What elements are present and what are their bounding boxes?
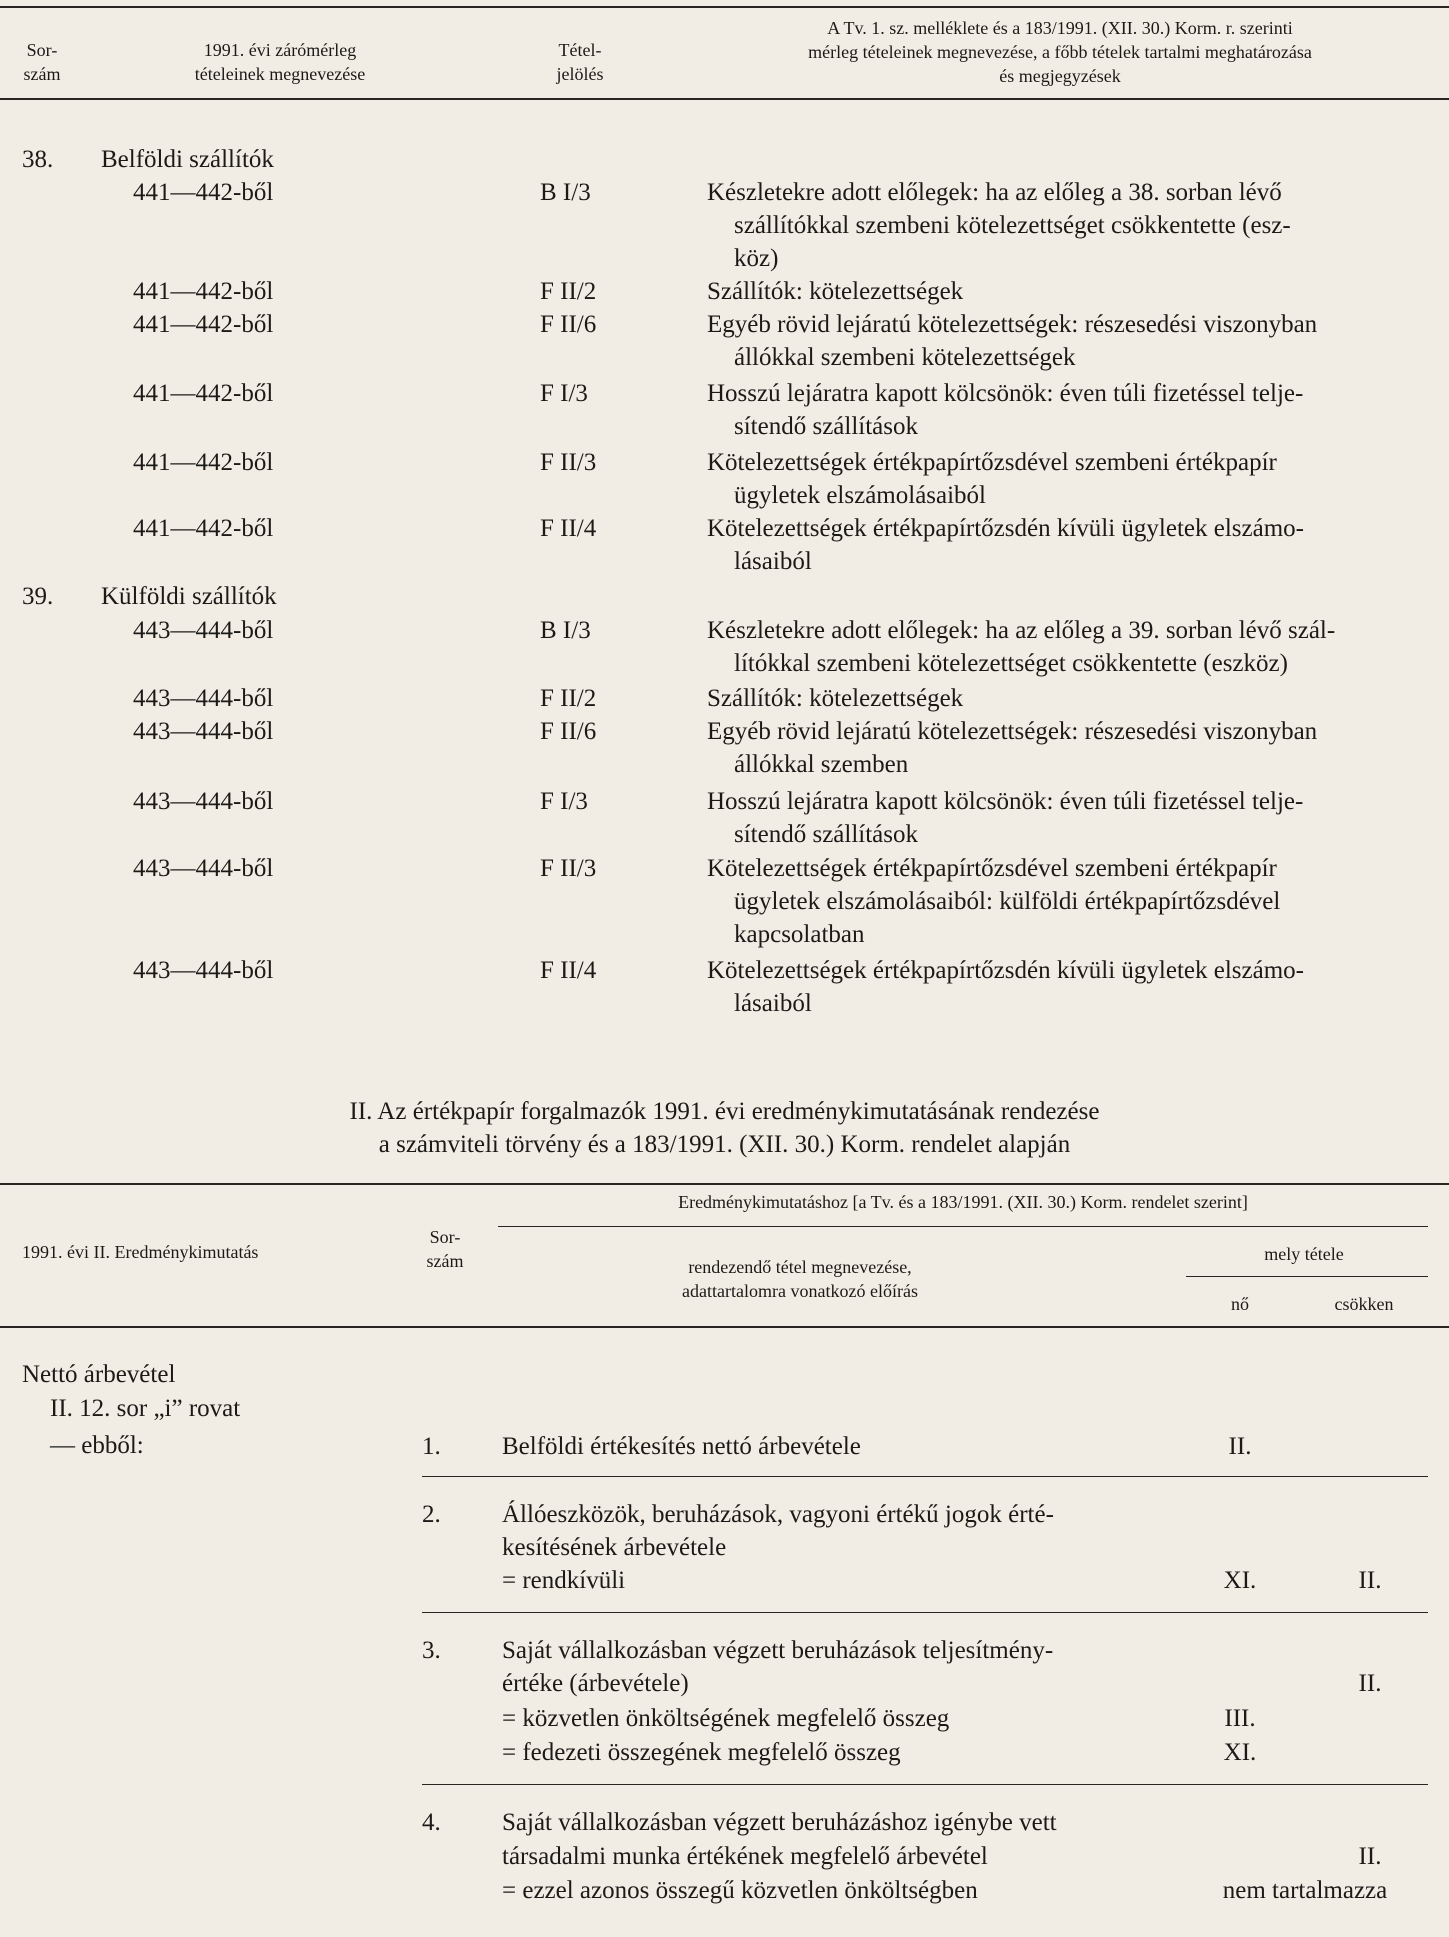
desc-line: lásaiból xyxy=(734,990,812,1017)
desc-line: sítendő szállítások xyxy=(734,821,918,848)
no-value: XI. xyxy=(1223,1739,1257,1766)
desc-line: Egyéb rövid lejáratú kötelezettségek: részesedési viszonyban xyxy=(707,311,1318,338)
item-code: F II/6 xyxy=(540,311,597,338)
account-range: 443—444-ből xyxy=(133,788,274,815)
desc-line: kapcsolatban xyxy=(734,921,865,948)
row-text: kesítésének árbevétele xyxy=(502,1534,727,1561)
header-no: nő xyxy=(1231,1294,1249,1314)
row-text: Saját vállalkozásban végzett beruházáshoz igénybe vett xyxy=(502,1809,1057,1836)
desc-line: Készletekre adott előlegek: ha az előleg a 38. sorban lévő xyxy=(707,179,1282,206)
desc-line: ügyletek elszámolásaiból: külföldi értékpapírtőzsdével xyxy=(734,888,1281,915)
item-code: F I/3 xyxy=(540,788,588,815)
item-code: F I/3 xyxy=(540,380,588,407)
section-title-line1: II. Az értékpapír forgalmazók 1991. évi eredménykimutatásának rendezése xyxy=(349,1098,1100,1125)
header-eredmenykimutatas: Eredménykimutatáshoz [a Tv. és a 183/1991. (XII. 30.) Korm. rendelet szerint] xyxy=(678,1192,1248,1212)
header-bottom-rule xyxy=(0,1326,1449,1328)
group-title: Külföldi szállítók xyxy=(101,583,277,610)
group-number: 39. xyxy=(22,583,54,610)
group-title: Belföldi szállítók xyxy=(101,146,274,173)
account-range: 441—442-ből xyxy=(133,515,274,542)
desc-line: Szállítók: kötelezettségek xyxy=(707,685,964,712)
csokken-value: II. xyxy=(1358,1670,1382,1697)
table-top-rule xyxy=(0,1183,1449,1185)
csokken-value: II. xyxy=(1358,1843,1382,1870)
account-range: 443—444-ből xyxy=(133,957,274,984)
no-value: II. xyxy=(1228,1433,1252,1460)
header-sub-rule xyxy=(498,1226,1428,1227)
account-range: 441—442-ből xyxy=(133,311,274,338)
header-mely: mely tétele xyxy=(1264,1244,1344,1264)
desc-line: szállítókkal szembeni kötelezettséget csökkentette (esz- xyxy=(734,212,1291,239)
item-code: F II/3 xyxy=(540,855,597,882)
row-text: Saját vállalkozásban végzett beruházások teljesítmény- xyxy=(502,1637,1054,1664)
row-text: = rendkívüli xyxy=(502,1567,626,1594)
account-range: 441—442-ből xyxy=(133,278,274,305)
section-title-line2: a számviteli törvény és a 183/1991. (XII. 30.) Korm. rendelet alapján xyxy=(378,1131,1071,1158)
item-code: F II/2 xyxy=(540,278,597,305)
row-number: 1. xyxy=(422,1433,441,1460)
top-rule xyxy=(0,6,1449,8)
item-code: F II/4 xyxy=(540,515,597,542)
no-value: XI. xyxy=(1223,1567,1257,1594)
desc-line: Kötelezettségek értékpapírtőzsdén kívüli ügyletek elszámo- xyxy=(707,957,1304,984)
desc-line: Szállítók: kötelezettségek xyxy=(707,278,964,305)
account-range: 441—442-ből xyxy=(133,380,274,407)
header-desc-line1: A Tv. 1. sz. melléklete és a 183/1991. (XII. 30.) Korm. r. szerinti xyxy=(827,18,1293,38)
row-rule xyxy=(422,1612,1428,1613)
item-code: F II/4 xyxy=(540,957,597,984)
item-code: B I/3 xyxy=(540,617,591,644)
desc-line: lásaiból xyxy=(734,548,812,575)
row-rule xyxy=(422,1476,1428,1477)
row-text: Állóeszközök, beruházások, vagyoni értékű jogok érté- xyxy=(502,1501,1054,1528)
row-text: értéke (árbevétele) xyxy=(502,1670,689,1697)
header-rule xyxy=(0,98,1449,100)
row-number: 3. xyxy=(422,1637,441,1664)
desc-line: Hosszú lejáratra kapott kölcsönök: éven túli fizetéssel telje- xyxy=(707,788,1304,815)
desc-line: Egyéb rövid lejáratú kötelezettségek: részesedési viszonyban xyxy=(707,718,1318,745)
no-value: nem tartalmazza xyxy=(1222,1877,1388,1904)
item-code: F II/2 xyxy=(540,685,597,712)
header-tetelek: 1991. évi zárómérleg tételeinek megnevezése xyxy=(194,40,366,84)
header-desc-line3: és megjegyzések xyxy=(999,66,1121,86)
header-rendezendo-line2: adattartalomra vonatkozó előírás xyxy=(682,1281,918,1301)
desc-line: sítendő szállítások xyxy=(734,413,918,440)
row-text: = ezzel azonos összegű közvetlen önköltségben xyxy=(502,1877,978,1904)
header-sorszam: Sor- szám xyxy=(426,1227,464,1271)
header-1991: 1991. évi II. Eredménykimutatás xyxy=(22,1242,259,1262)
desc-line: Kötelezettségek értékpapírtőzsdével szembeni értékpapír xyxy=(707,449,1277,476)
desc-line: lítókkal szembeni kötelezettséget csökkentette (eszköz) xyxy=(734,650,1288,677)
row-text: Belföldi értékesítés nettó árbevétele xyxy=(502,1433,861,1460)
header-rendezendo-line1: rendezendő tétel megnevezése, xyxy=(688,1257,912,1277)
row-text: társadalmi munka értékének megfelelő árbevétel xyxy=(502,1843,988,1870)
header-sorszam: Sor- szám xyxy=(23,40,61,84)
header-mely-rule xyxy=(1186,1276,1428,1277)
account-range: 443—444-ből xyxy=(133,685,274,712)
left-label: II. 12. sor „i” rovat xyxy=(50,1395,241,1422)
left-label: — ebből: xyxy=(50,1432,144,1459)
desc-line: Készletekre adott előlegek: ha az előleg a 39. sorban lévő szál- xyxy=(707,617,1336,644)
row-text: = fedezeti összegének megfelelő összeg xyxy=(502,1739,901,1766)
desc-line: Hosszú lejáratra kapott kölcsönök: éven túli fizetéssel telje- xyxy=(707,380,1304,407)
no-value: III. xyxy=(1224,1705,1256,1732)
desc-line: állókkal szembeni kötelezettségek xyxy=(734,344,1076,371)
item-code: F II/3 xyxy=(540,449,597,476)
header-csokken: csökken xyxy=(1334,1294,1394,1314)
item-code: B I/3 xyxy=(540,179,591,206)
header-desc-line2: mérleg tételeinek megnevezése, a főbb tételek tartalmi meghatározása xyxy=(808,42,1312,62)
account-range: 443—444-ből xyxy=(133,855,274,882)
desc-line: állókkal szemben xyxy=(734,751,909,778)
desc-line: Kötelezettségek értékpapírtőzsdén kívüli ügyletek elszámo- xyxy=(707,515,1304,542)
row-number: 2. xyxy=(422,1501,441,1528)
account-range: 443—444-ből xyxy=(133,718,274,745)
csokken-value: II. xyxy=(1358,1567,1382,1594)
desc-line: Kötelezettségek értékpapírtőzsdével szembeni értékpapír xyxy=(707,855,1277,882)
account-range: 443—444-ből xyxy=(133,617,274,644)
account-range: 441—442-ből xyxy=(133,449,274,476)
desc-line: ügyletek elszámolásaiból xyxy=(734,482,987,509)
row-text: = közvetlen önköltségének megfelelő összeg xyxy=(502,1705,950,1732)
item-code: F II/6 xyxy=(540,718,597,745)
group-number: 38. xyxy=(22,146,54,173)
left-label: Nettó árbevétel xyxy=(22,1361,176,1388)
row-rule xyxy=(422,1784,1428,1785)
desc-line: köz) xyxy=(734,245,779,272)
account-range: 441—442-ből xyxy=(133,179,274,206)
header-jeloles: Tétel- jelölés xyxy=(556,40,604,84)
row-number: 4. xyxy=(422,1809,441,1836)
